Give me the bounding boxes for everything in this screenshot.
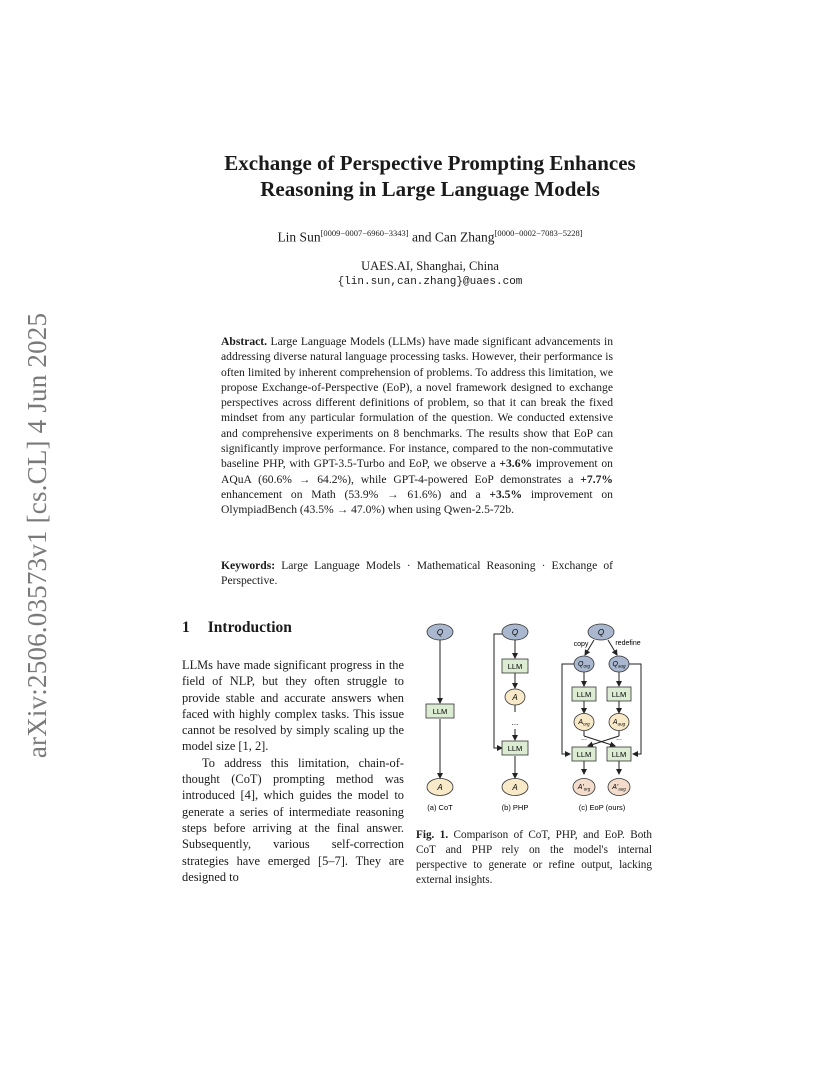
redefine-label: redefine xyxy=(615,640,641,647)
abstract-text-3: enhancement on Math (53.9% → 61.6%) and a xyxy=(221,487,490,501)
affiliation-block xyxy=(150,258,710,290)
intro-paragraph-2: To address this limitation, chain-of-thought (CoT) prompting method was introduced [4], which guides the model to generate a series of intermediate reasoning steps before arriving at the final answer. Subsequently, various self-correction strategies have emerged [5–7]. They are designed to xyxy=(182,755,404,884)
php-dots: ... xyxy=(511,718,519,727)
abstract-text-4: improvement on OlympiadBench (43.5% → 47.0%) when using Qwen-2.5-72b. xyxy=(221,487,613,517)
php-q-label: Q xyxy=(511,628,519,637)
cot-a-label: A xyxy=(437,783,443,792)
section-number: 1 xyxy=(182,619,190,636)
abstract-bold-3: +3.5% xyxy=(489,487,523,501)
caption-label: Fig. 1. xyxy=(416,829,449,841)
author-2: Can Zhang xyxy=(434,229,495,245)
figure-diagram xyxy=(414,614,660,824)
paper-title xyxy=(150,150,710,202)
title-line-1: Exchange of Perspective Prompting Enhances xyxy=(224,151,636,175)
figure-1 xyxy=(414,614,660,824)
label-cot: (a) CoT xyxy=(427,803,453,812)
php-llm-label-2: LLM xyxy=(507,744,523,753)
a-org-final-label: $A'_{org}$ xyxy=(577,784,591,792)
caption-text: Comparison of CoT, PHP, and EoP. Both CoT and PHP rely on the model's internal perspective to generate or refine output, lacking external insights. xyxy=(416,829,652,886)
author-2-orcid: [0000−0002−7083−5228] xyxy=(494,228,583,238)
intro-paragraph-1: LLMs have made significant progress in the field of NLP, but they often struggle to provide stable and accurate answers when faced with highly complex tasks. This issue cannot be resolved by simply scaling up the model size [1, 2]. xyxy=(182,658,404,754)
eop-llm-org-2-label: LLM xyxy=(576,750,592,759)
label-php: (b) PHP xyxy=(501,803,529,812)
label-eop: (c) EoP (ours) xyxy=(578,803,626,812)
figure-caption xyxy=(416,828,652,888)
a-org-label: $A_{org}$ xyxy=(578,719,590,727)
php-a-label-1: A xyxy=(512,693,518,702)
keywords-text: Large Language Models · Mathematical Reasoning · Exchange of Perspective. xyxy=(221,559,613,588)
title-line-2: Reasoning in Large Language Models xyxy=(260,177,600,201)
author-1: Lin Sun xyxy=(277,229,321,245)
eop-dots-aug: ... xyxy=(616,735,622,742)
authors-and: and xyxy=(412,229,432,245)
php-llm-label-1: LLM xyxy=(507,662,523,671)
keywords xyxy=(221,558,613,589)
eop-llm-org-1-label: LLM xyxy=(576,690,592,699)
a-aug-label: $A_{aug}$ xyxy=(612,719,626,727)
affiliation: UAES.AI, Shanghai, China xyxy=(361,259,499,273)
cot-llm-label: LLM xyxy=(432,707,448,716)
arxiv-id: arXiv:2506.03573v1 [cs.CL] 4 Jun 2025 xyxy=(22,312,53,758)
keywords-label: Keywords: xyxy=(221,559,276,572)
a-aug-final-label: $A'_{aug}$ xyxy=(612,784,626,792)
abstract-bold-2: +7.7% xyxy=(580,472,613,486)
authors xyxy=(150,228,710,246)
email: {lin.sun,can.zhang}@uaes.com xyxy=(337,276,523,288)
abstract-text-2: improvement on AQuA (60.6% → 64.2%), while GPT-4-powered EoP demonstrates a xyxy=(221,457,613,486)
eop-llm-aug-1-label: LLM xyxy=(611,690,627,699)
section-title: Introduction xyxy=(207,619,292,636)
cot-q-label: Q xyxy=(436,628,444,637)
arxiv-stamp xyxy=(22,310,54,760)
abstract-label: Abstract. xyxy=(221,335,268,348)
abstract xyxy=(221,334,613,518)
eop-q-label: Q xyxy=(597,628,605,637)
intro-text xyxy=(182,657,404,885)
eop-dots-org: ... xyxy=(581,735,587,742)
abstract-text-1: Large Language Models (LLMs) have made significant advancements in addressing diverse natural language processing tasks. However, their performance is often limited by inherent comprehension of problems. To address this limitation, we propose Exchange-of-Perspective (EoP), a novel framework designed to exchange perspectives across different definitions of problem, so that it can break the fixed mindset from any particular formulation of the question. We conducted extensive and comprehensive experiments on 8 benchmarks. The results show that EoP can significantly improve performance. For instance, compared to the non-commutative baseline PHP, with GPT-3.5-Turbo and EoP, we observe a xyxy=(221,335,613,471)
abstract-bold-1: +3.6% xyxy=(499,457,533,471)
q-org-label: $Q_{org}$ xyxy=(578,661,590,669)
section-heading xyxy=(182,619,292,637)
eop-llm-aug-2-label: LLM xyxy=(611,750,627,759)
q-aug-label: $Q_{aug}$ xyxy=(612,661,626,669)
author-1-orcid: [0009−0007−6960−3343] xyxy=(320,228,409,238)
copy-label: copy xyxy=(573,641,589,648)
php-a-label-2: A xyxy=(512,783,518,792)
